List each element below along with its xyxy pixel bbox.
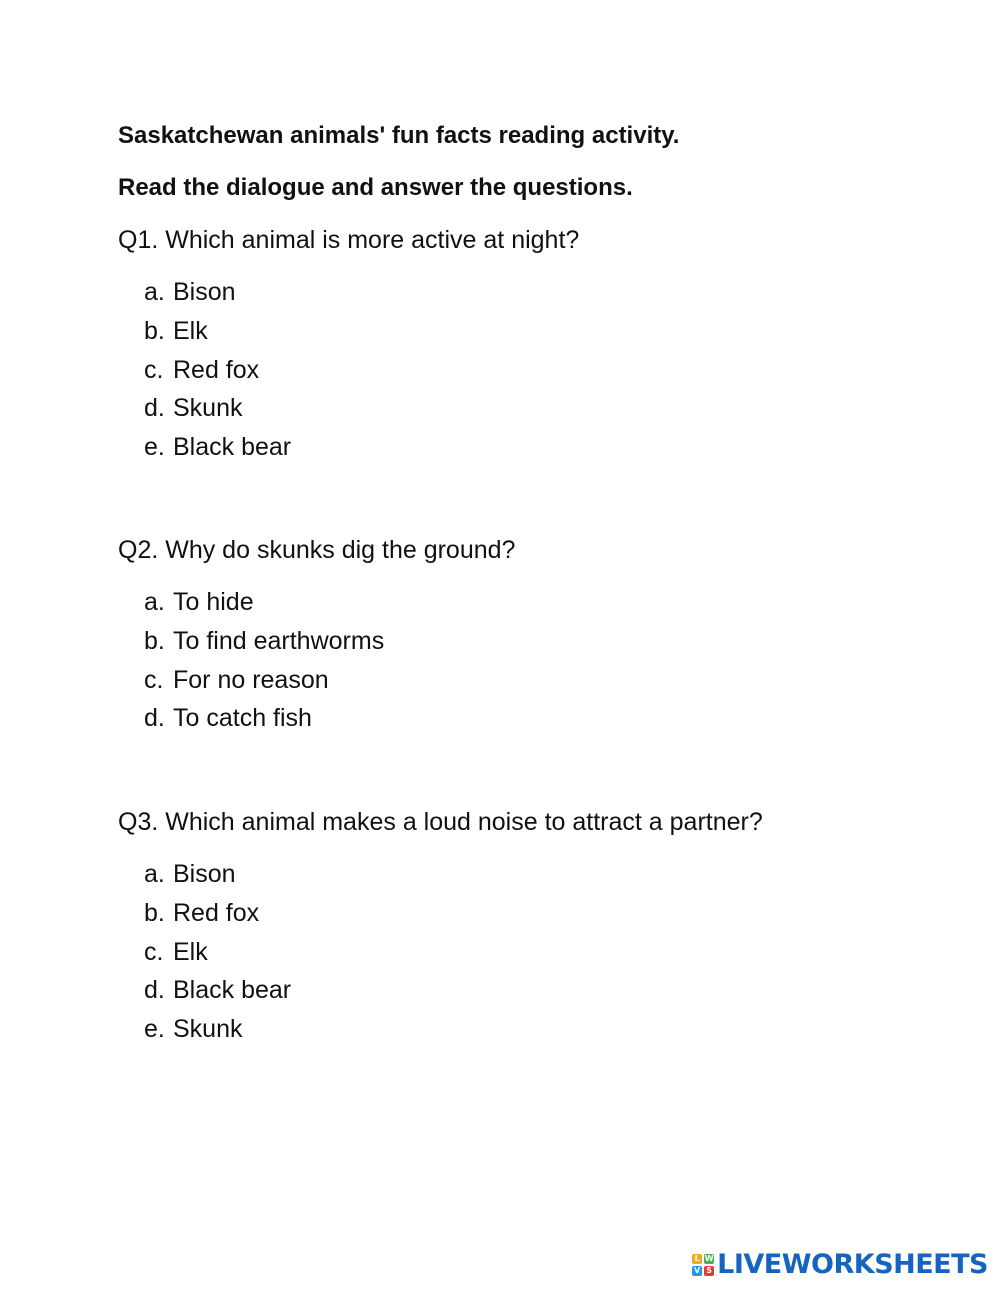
option-letter: b. [144,316,165,345]
worksheet-title: Saskatchewan animals' fun facts reading activity. [118,122,680,149]
question-2-option-d[interactable] [144,703,384,742]
question-2-option-c[interactable] [144,665,384,704]
option-text: Black bear [173,433,292,462]
liveworksheets-logo [692,1250,988,1280]
option-letter: d. [144,394,165,423]
option-text: Bison [173,278,236,306]
question-2: Q2. Why do skunks dig the ground? [118,536,516,564]
option-letter: b. [144,898,165,927]
option-text: To find earthworms [173,626,385,655]
question-1-option-d[interactable] [144,393,291,432]
option-text: Skunk [173,394,243,423]
logo-mark-cell: L [692,1254,702,1264]
question-3-option-d[interactable] [144,975,291,1014]
question-1: Q1. Which animal is more active at night? [118,226,580,254]
logo-mark-cell: V [694,1266,701,1275]
logo-mark-cell: S [704,1266,714,1276]
question-3-options [144,859,291,1053]
question-1-option-b[interactable] [144,316,291,355]
option-text: Skunk [173,1015,243,1044]
option-letter: e. [144,433,165,462]
question-3-option-c[interactable] [144,937,291,976]
option-letter: d. [144,704,165,733]
option-text: For no reason [173,665,329,694]
option-text: Black bear [173,976,292,1005]
option-text: Bison [173,860,236,888]
option-text: To catch fish [173,704,312,733]
liveworksheets-logo-icon [692,1254,714,1276]
option-letter: a. [144,588,165,616]
option-letter: e. [144,1015,165,1044]
question-3-option-b[interactable] [144,898,291,937]
liveworksheets-logo-text: LIVEWORKSHEETS [717,1249,988,1280]
option-letter: a. [144,860,165,888]
question-1-option-a[interactable] [144,277,291,316]
question-3-option-e[interactable] [144,1014,291,1053]
option-letter: c. [144,937,164,966]
question-1-option-e[interactable] [144,432,291,471]
question-1-options [144,277,291,471]
option-text: Red fox [173,898,260,927]
option-text: Red fox [173,355,260,384]
option-letter: c. [144,355,164,384]
option-text: Elk [173,316,208,345]
option-text: Elk [173,937,208,966]
question-2-option-b[interactable] [144,626,384,665]
question-2-options [144,587,384,742]
option-letter: a. [144,278,165,306]
option-letter: b. [144,626,165,655]
question-3-option-a[interactable] [144,859,291,898]
option-letter: c. [144,665,164,694]
logo-mark-cell: W [704,1254,714,1263]
option-letter: d. [144,976,165,1005]
worksheet-instructions: Read the dialogue and answer the questions. [118,174,633,201]
question-1-option-c[interactable] [144,355,291,394]
question-2-option-a[interactable] [144,587,384,626]
question-3: Q3. Which animal makes a loud noise to attract a partner? [118,808,763,836]
option-text: To hide [173,588,254,616]
